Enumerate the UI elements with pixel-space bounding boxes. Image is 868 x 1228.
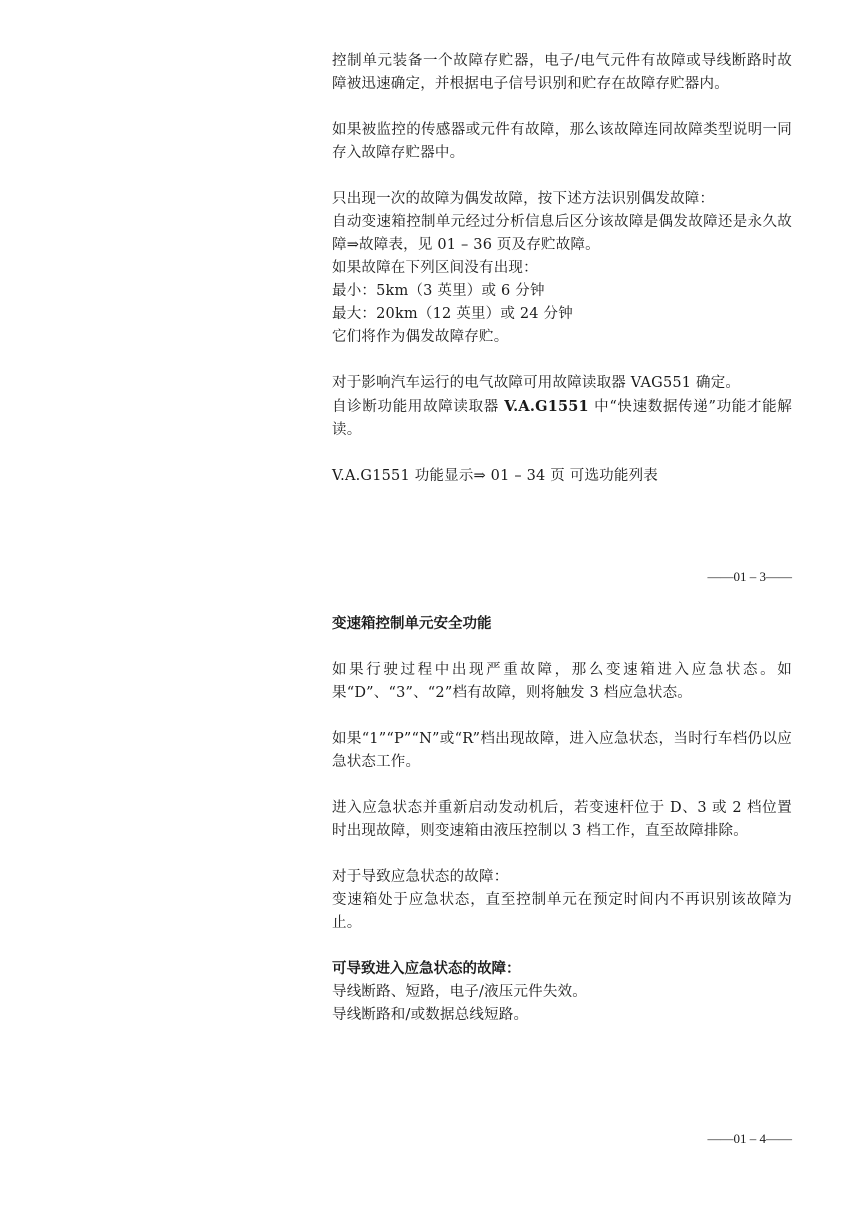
paragraph-fault-memory: 控制单元装备一个故障存贮器，电子/电气元件有故障或导线断路时故障被迅速确定，并根据电子信号识别和贮存在故障存贮器内。	[332, 53, 792, 92]
paragraph-fault-type: 如果被监控的传感器或元件有故障，那么该故障连同故障类型说明一同存入故障存贮器中。	[332, 122, 792, 161]
fault-item-wire-open: 导线断路、短路，电子/液压元件失效。	[332, 984, 587, 1000]
paragraph-emergency-dgears: 如果行驶过程中出现严重故障，那么变速箱进入应急状态。如果“D”、“3”、“2”档有故障，则将触发 3 档应急状态。	[332, 662, 792, 701]
page-number-01-4: ——01 – 4——	[707, 1131, 792, 1146]
line-stored-sporadic: 它们将作为偶发故障存贮。	[332, 329, 509, 345]
line-sporadic-analysis: 自动变速箱控制单元经过分析信息后区分该故障是偶发故障还是永久故障⇒故障表，见 01 – 36 页及存贮故障。	[332, 214, 792, 253]
section-safety-function	[332, 613, 792, 1027]
paragraph-emergency-duration: 变速箱处于应急状态，直至控制单元在预定时间内不再识别该故障为止。	[332, 892, 792, 931]
line-sporadic-intro: 只出现一次的故障为偶发故障，按下述方法识别偶发故障：	[332, 191, 715, 207]
fault-item-data-bus: 导线断路和/或数据总线短路。	[332, 1007, 529, 1023]
section-fault-memory	[332, 50, 792, 488]
paragraph-vag1551: 自诊断功能用故障读取器 V.A.G1551 中“快速数据传递”功能才能解读。	[332, 398, 792, 438]
section-heading: 变速箱控制单元安全功能	[332, 616, 492, 632]
subheading-emergency-causes: 可导致进入应急状态的故障：	[332, 961, 521, 977]
paragraph-emergency-pnr: 如果“1”“P”“N”或“R”档出现故障，进入应急状态，当时行车档仍以应急状态工作。	[332, 731, 792, 770]
line-interval-max: 最大：20km（12 英里）或 24 分钟	[332, 306, 573, 322]
line-interval-intro: 如果故障在下列区间没有出现：	[332, 260, 538, 276]
vag1551-bold-label: V.A.G1551	[504, 398, 589, 415]
line-interval-min: 最小：5km（3 英里）或 6 分钟	[332, 283, 545, 299]
line-emergency-faults-intro: 对于导致应急状态的故障：	[332, 869, 509, 885]
paragraph-restart: 进入应急状态并重新启动发动机后，若变速杆位于 D、3 或 2 档位置时出现故障，则变速箱由液压控制以 3 档工作，直至故障排除。	[332, 800, 792, 839]
page-number-01-3: ——01 – 3——	[707, 569, 792, 584]
line-vag551: 对于影响汽车运行的电气故障可用故障读取器 VAG551 确定。	[332, 375, 741, 391]
reference-function-list: V.A.G1551 功能显示⇒ 01 – 34 页 可选功能列表	[332, 468, 658, 484]
